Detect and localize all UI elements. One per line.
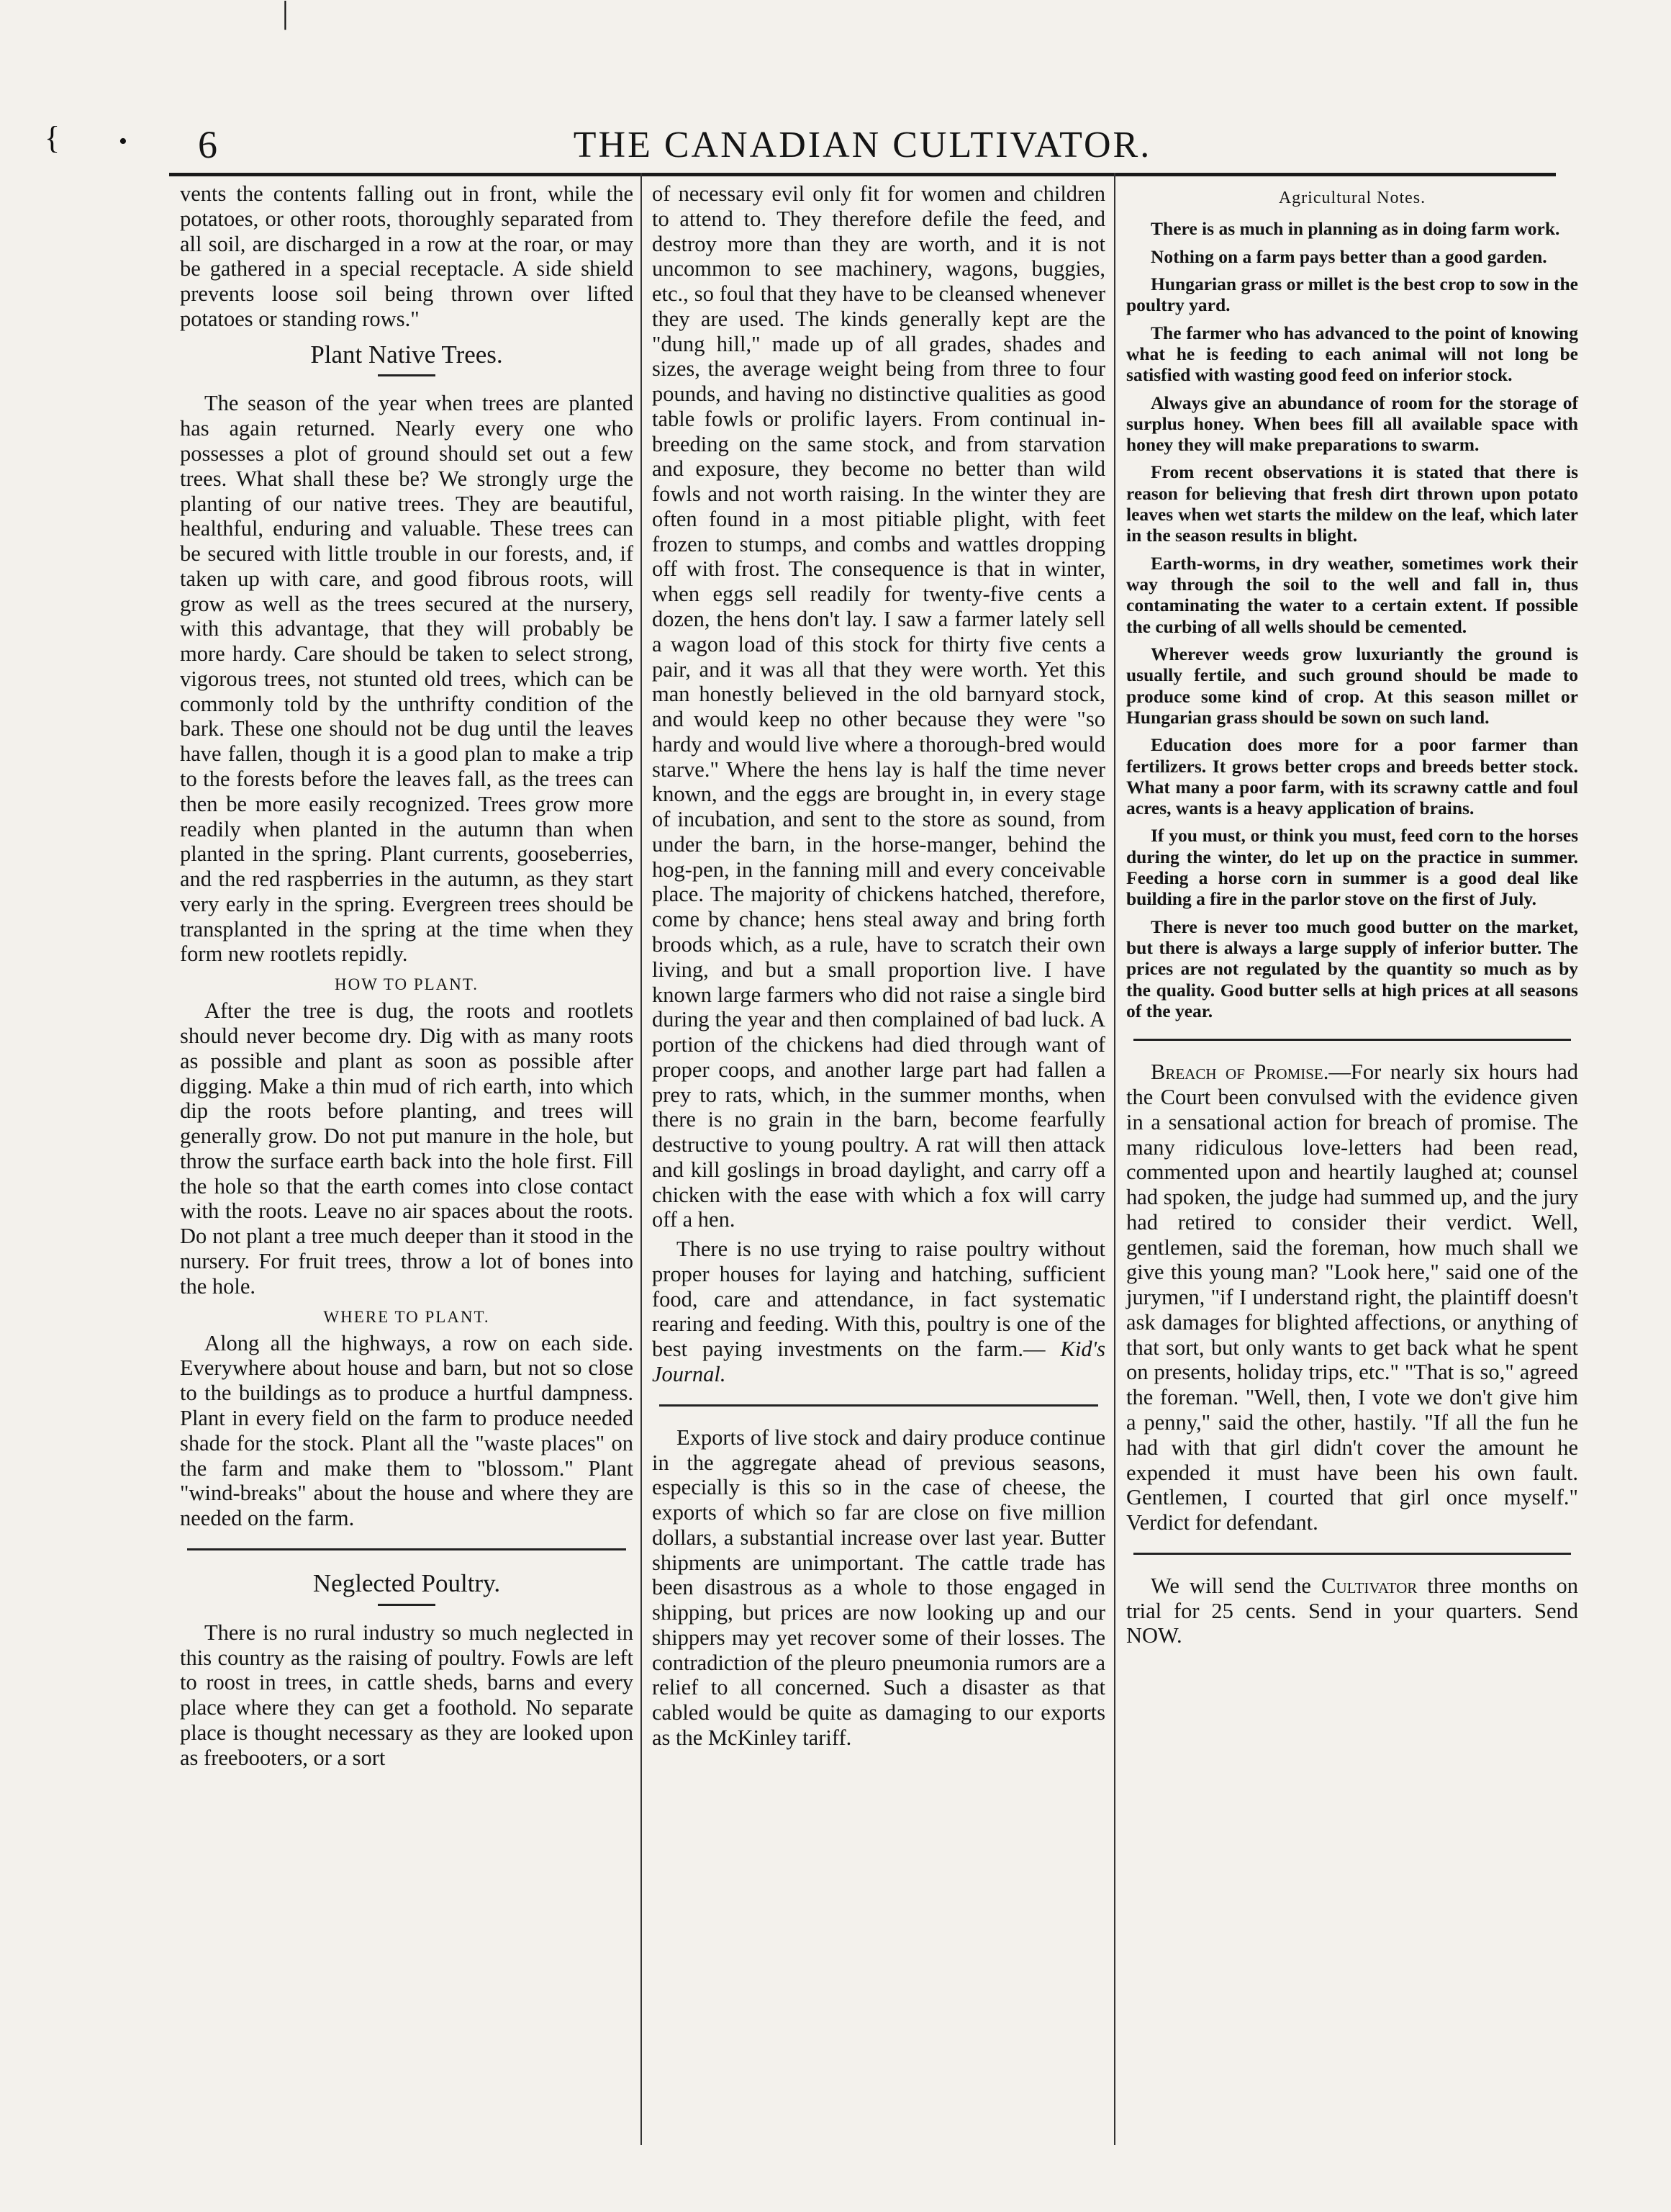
note-item: If you must, or think you must, feed corn to the horses during the winter, do let up on the practice in summer. Feeding a horse corn in summer is a good deal like building a fire in the parlor stove on the first of July. — [1126, 825, 1578, 910]
agricultural-notes-title: Agricultural Notes. — [1278, 189, 1426, 207]
publication-title: THE CANADIAN CULTIVATOR. — [573, 125, 1152, 166]
poultry-closing-paragraph — [652, 1237, 1105, 1387]
note-item: Nothing on a farm pays better than a good garden. — [1151, 245, 1547, 267]
section-title-plant-native-trees: Plant Native Trees. — [310, 340, 503, 369]
margin-mark-top: | — [282, 0, 289, 30]
note-item: Wherever weeds grow luxuriantly the ground is usually fertile, and such ground should be made to produce some kind of crop. At this season millet or Hungarian grass should be sown on such land. — [1126, 643, 1578, 728]
where-to-plant-paragraph: Along all the highways, a row on each side. Everywhere about house and barn, but not so close to the buildings as to produce a hurtful dampness. Plant in every field on the farm to produce needed shade for the stock. Plant all the "waste places" on the farm and make them to "blossom." Plant "wind-breaks" about the house and where they are needed on the farm. — [180, 1330, 633, 1531]
section-divider — [1133, 1553, 1571, 1555]
note-item: The farmer who has advanced to the point of knowing what he is feeding to each animal will not long be satisfied with wasting good feed on inferior stock. — [1126, 322, 1578, 386]
note-item: Earth-worms, in dry weather, sometimes work their way through the soil to the well and fall in, thus contaminating the water to a certain extent. If possible the curbing of all wells should be cemented. — [1126, 552, 1578, 637]
section-divider — [659, 1404, 1098, 1407]
margin-brace: { — [45, 120, 60, 155]
source-citation: Kid's Journal. — [652, 1337, 1106, 1386]
breach-of-promise-paragraph — [1126, 1060, 1578, 1535]
note-item: Hungarian grass or millet is the best crop to sow in the poultry yard. — [1126, 273, 1578, 316]
column-3 — [1126, 181, 1578, 1653]
trees-paragraph: The season of the year when trees are planted has again returned. Nearly every one who possesses a plot of ground should set out a few trees. What shall these be? We strongly urge the planting of our native trees. They are beautiful, healthful, enduring and valuable. These trees can be secured with little trouble in our forests, and, if taken up with care, and good fibrous roots, will grow as well as the trees secured at the nursery, with this advantage, that they will probably be more hardy. Care should be taken to select strong, vigorous trees, not stunted old trees, which can be commonly told by the unthrifty condition of the bark. These one should not be dug until the leaves have fallen, though it is a good plan to make a trip to the forests before the leaves fall, as the trees can then be more easily recognized. Trees grow more readily when planted in the autumn than when planted in the spring. Plant currents, gooseberries, and the red raspberries in the autumn, as they start very early in the spring. Evergreen trees should be transplanted in the spring at the time when they form new rootlets repidly. — [180, 391, 633, 967]
agricultural-notes — [1126, 218, 1578, 1021]
title-rule — [378, 374, 435, 376]
page-number: 6 — [198, 123, 217, 166]
exports-paragraph: Exports of live stock and dairy produce continue in the aggregate ahead of previous seasons, especially is this so in the case of cheese, the exports of which so far are close on five million dollars, a substantial increase over last year. Butter shipments are unimportant. The cattle trade has been disastrous as a whole to those engaged in shipping, but prices are now looking up and our shippers may yet recover some of their losses. The contradiction of the pleuro pneumonia rumors are a relief to all concerned. Such a disaster as that cabled would be quite as damaging to our exports as the McKinley tariff. — [652, 1425, 1105, 1750]
column-1 — [180, 181, 633, 1774]
column-divider-1 — [640, 173, 642, 2145]
subscription-offer — [1126, 1574, 1578, 1648]
breach-of-promise-text: —For nearly six hours had the Court been convulsed with the evidence given in a sensational action for breach of promise. The many ridiculous love-letters had been read, commented upon and heartily laughed at; counsel had spoken, the judge had summed up, and the jury had retired to consider their verdict. Well, gentlemen, said the foreman, how much shall we give this young man? "Look here," said one of the jurymen, "if I understand right, the plaintiff doesn't ask damages for blighted affections, or anything of that sort, but only wants to get back what he spent on presents, holiday trips, etc." "That is so," agreed the foreman. "Well, then, I vote we don't give him a penny," said the other, hastily. "If all the fun he had with that girl didn't cover the amount he expended it must have been his own fault. Gentlemen, I courted that girl once myself." Verdict for defendant. — [1126, 1060, 1579, 1535]
title-rule — [378, 1604, 435, 1606]
note-item: From recent observations it is stated that there is reason for believing that fresh dirt thrown upon potato leaves when wet starts the mildew on the leaf, which later in the season results in blight. — [1126, 461, 1578, 546]
poultry-closing-text: There is no use trying to raise poultry without proper houses for laying and hatching, sufficient food, care and attendance, in fact systematic rearing and feeding. With this, poultry is one of the best paying investments on the farm.— — [652, 1237, 1105, 1362]
offer-text: We will send the — [1151, 1573, 1322, 1598]
note-item: Education does more for a poor farmer than fertilizers. It grows better crops and breeds better stock. What many a poor farm, with its scrawny cattle and foul acres, wants is a heavy application of brains. — [1126, 734, 1578, 819]
poultry-continued-paragraph: of necessary evil only fit for women and children to attend to. They therefore defile the feed, and destroy more than they are worth, and it is not uncommon to see machinery, wagons, buggies, etc., so foul that they have to be cleansed whenever they are used. The kinds generally kept are the "dung hill," made up of all grades, shades and sizes, the average weight being from three to four pounds, and having no distinctive qualities as good table fowls or prolific layers. From continual in-breeding on the same stock, and from starvation and exposure, they become no better than wild fowls and not worth raising. In the winter they are often found in a most pitiable plight, with feet frozen to stumps, and combs and wattles dropping off with frost. The consequence is that in winter, when eggs sell readily for twenty-five cents a dozen, the hens don't lay. I saw a farmer lately sell a wagon load of this stock for thirty five cents a pair, and it was all that they were worth. Yet this man honestly believed in the old barnyard stock, and would keep no other because they were "so hardy and would live where a thorough-bred would starve." Where the hens lay is half the time never known, and the eggs are brought in, in every stage of incubation, and sent to the store as sound, from under the barn, in the horse-manger, behind the hog-pen, in the fanning mill and every conceivable place. The majority of chickens hatched, therefore, come by chance; hens steal away and bring forth broods which, as a rule, have to scratch their own living, and but a small proportion live. I have known large farmers who did not raise a single bird during the year and then complained of bad luck. A portion of the chickens had died through want of proper coops, and another large part had fallen a prey to rats, which, in the summer months, when there is no grain in the barn, become fearfully destructive to young poultry. A rat will then attack and kill goslings in broad daylight, and carry off a chicken with the ease with which a fox will carry off a hen. — [652, 181, 1105, 1232]
page-header — [169, 117, 1556, 176]
column-2 — [652, 181, 1105, 1755]
intro-paragraph: vents the contents falling out in front, while the potatoes, or other roots, thoroughly separated from all soil, are discharged in a row at the roar, or may be gathered in a special receptacle. A side shield prevents loose soil being thrown over lifted potatoes or standing rows." — [180, 181, 633, 331]
section-title-neglected-poultry: Neglected Poultry. — [312, 1568, 501, 1597]
poultry-paragraph: There is no rural industry so much neglected in this country as the raising of poultry. Fowls are left to roost in trees, in cattle sheds, barns and every place where they can get a foothold. No separate place is thought necessary as they are looked upon as freebooters, or a sort — [180, 1620, 633, 1770]
how-to-plant-paragraph: After the tree is dug, the roots and rootlets should never become dry. Dig with as many roots as possible and plant as soon as possible after digging. Make a thin mud of rich earth, into which dip the roots before planting, and trees will generally grow. Do not put manure in the hole, but throw the surface earth back into the hole first. Fill the hole so that the earth comes into close contact with the roots. Leave no air spaces about the roots. Do not plant a tree much deeper than it stood in the nursery. For fruit trees, throw a lot of bones into the hole. — [180, 998, 633, 1299]
margin-dot: • — [119, 128, 127, 155]
note-item: There is never too much good butter on the market, but there is always a large supply of inferior butter. The prices are not regulated by the quantity so much as by the quality. Good butter sells at high prices at all seasons of the year. — [1126, 916, 1578, 1021]
column-divider-2 — [1114, 173, 1115, 2145]
subhead-where-to-plant: WHERE TO PLANT. — [323, 1307, 490, 1326]
breach-of-promise-lead: Breach of Promise. — [1151, 1060, 1329, 1085]
offer-text: three months on trial for 25 cents. Send in your quarters. Send NOW. — [1126, 1573, 1578, 1648]
note-item: There is as much in planning as in doing farm work. — [1151, 218, 1560, 240]
note-item: Always give an abundance of room for the storage of surplus honey. When bees fill all available space with honey they will make preparations to swarm. — [1126, 392, 1578, 456]
subhead-how-to-plant: HOW TO PLANT. — [335, 975, 479, 994]
section-divider — [1133, 1039, 1571, 1041]
section-divider — [187, 1548, 626, 1550]
cultivator-name: Cultivator — [1321, 1573, 1418, 1598]
